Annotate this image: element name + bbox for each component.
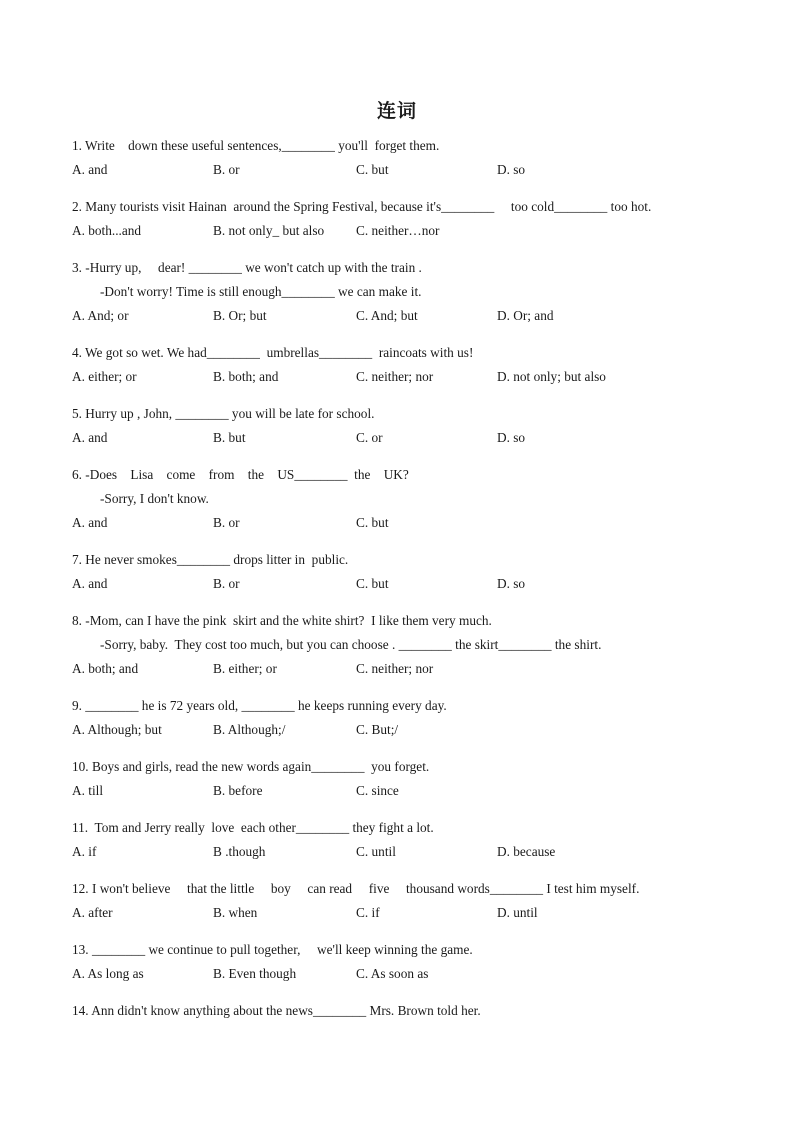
question-4: [72, 341, 732, 389]
answer-option: D. not only; but also: [497, 369, 606, 384]
question-10: [72, 755, 732, 803]
answer-option: D. Or; and: [497, 308, 554, 323]
question-stem: 8. -Mom, can I have the pink skirt and the white shirt? I like them very much.: [72, 613, 492, 628]
question-stem: 6. -Does Lisa come from the US________ the UK?: [72, 467, 409, 482]
question-stem: 12. I won't believe that the little boy can read five thousand words________ I test him myself.: [72, 881, 640, 896]
answer-option: C. But;/: [356, 722, 399, 737]
answer-option: B. Although;/: [213, 722, 286, 737]
answer-option: C. but: [356, 162, 389, 177]
answer-option: B. both; and: [213, 369, 279, 384]
answer-options: [72, 219, 732, 243]
answer-option: A. and: [72, 576, 108, 591]
answer-option: A. and: [72, 515, 108, 530]
answer-option: B. not only_ but also: [213, 223, 325, 238]
answer-option: D. until: [497, 905, 538, 920]
answer-option: B. but: [213, 430, 246, 445]
answer-options: [72, 962, 732, 986]
answer-option: D. so: [497, 430, 526, 445]
answer-option: A. As long as: [72, 966, 144, 981]
question-stem: 9. ________ he is 72 years old, ________ he keeps running every day.: [72, 698, 447, 713]
answer-option: B. or: [213, 576, 240, 591]
answer-option: A. and: [72, 162, 108, 177]
question-stem: 1. Write down these useful sentences,________ you'll forget them.: [72, 138, 440, 153]
question-stem: 11. Tom and Jerry really love each other________ they fight a lot.: [72, 820, 434, 835]
answer-option: B. or: [213, 162, 240, 177]
answer-option: A. and: [72, 430, 108, 445]
question-reply: -Don't worry! Time is still enough________ we can make it.: [100, 284, 422, 299]
answer-option: D. because: [497, 844, 556, 859]
question-8: [72, 609, 732, 681]
answer-option: B .though: [213, 844, 266, 859]
question-7: [72, 548, 732, 596]
answer-option: A. either; or: [72, 369, 137, 384]
question-13: [72, 938, 732, 986]
answer-options: [72, 572, 732, 596]
answer-option: A. after: [72, 905, 113, 920]
answer-options: [72, 365, 732, 389]
answer-option: C. neither; nor: [356, 369, 434, 384]
answer-options: [72, 840, 732, 864]
answer-option: C. until: [356, 844, 396, 859]
question-stem: 4. We got so wet. We had________ umbrellas________ raincoats with us!: [72, 345, 474, 360]
question-stem: 14. Ann didn't know anything about the news________ Mrs. Brown told her.: [72, 1003, 481, 1018]
answer-option: C. And; but: [356, 308, 418, 323]
answer-option: C. if: [356, 905, 380, 920]
question-reply: -Sorry, baby. They cost too much, but you can choose . ________ the skirt________ the shirt.: [100, 637, 602, 652]
answer-option: C. since: [356, 783, 399, 798]
question-stem: 2. Many tourists visit Hainan around the Spring Festival, because it's________ too cold________ too hot.: [72, 199, 652, 214]
answer-option: C. neither…nor: [356, 223, 440, 238]
answer-option: B. before: [213, 783, 263, 798]
answer-options: [72, 901, 732, 925]
answer-option: A. Although; but: [72, 722, 162, 737]
answer-option: A. both; and: [72, 661, 139, 676]
question-6: [72, 463, 732, 535]
answer-option: B. when: [213, 905, 258, 920]
answer-option: B. Even though: [213, 966, 297, 981]
answer-options: [72, 779, 732, 803]
answer-option: B. or: [213, 515, 240, 530]
question-12: [72, 877, 732, 925]
answer-option: B. Or; but: [213, 308, 267, 323]
answer-option: C. but: [356, 515, 389, 530]
page-title: 连词: [376, 100, 417, 122]
question-reply: -Sorry, I don't know.: [100, 491, 209, 506]
question-3: [72, 256, 732, 328]
question-list: [72, 134, 732, 1036]
question-stem: 13. ________ we continue to pull together, we'll keep winning the game.: [72, 942, 473, 957]
question-9: [72, 694, 732, 742]
answer-option: A. And; or: [72, 308, 129, 323]
answer-option: C. but: [356, 576, 389, 591]
answer-option: B. either; or: [213, 661, 277, 676]
answer-option: A. if: [72, 844, 97, 859]
question-stem: 5. Hurry up , John, ________ you will be late for school.: [72, 406, 375, 421]
question-14: [72, 999, 732, 1023]
question-2: [72, 195, 732, 243]
answer-option: D. so: [497, 162, 526, 177]
answer-options: [72, 304, 732, 328]
question-stem: 3. -Hurry up, dear! ________ we won't catch up with the train .: [72, 260, 422, 275]
question-11: [72, 816, 732, 864]
answer-option: C. or: [356, 430, 383, 445]
question-5: [72, 402, 732, 450]
answer-options: [72, 718, 732, 742]
answer-option: A. till: [72, 783, 104, 798]
answer-options: [72, 158, 732, 182]
answer-options: [72, 426, 732, 450]
answer-option: D. so: [497, 576, 526, 591]
answer-options: [72, 511, 732, 535]
question-1: [72, 134, 732, 182]
answer-option: A. both...and: [72, 223, 142, 238]
answer-option: C. As soon as: [356, 966, 429, 981]
answer-option: C. neither; nor: [356, 661, 434, 676]
question-stem: 7. He never smokes________ drops litter in public.: [72, 552, 349, 567]
question-stem: 10. Boys and girls, read the new words again________ you forget.: [72, 759, 430, 774]
answer-options: [72, 657, 732, 681]
